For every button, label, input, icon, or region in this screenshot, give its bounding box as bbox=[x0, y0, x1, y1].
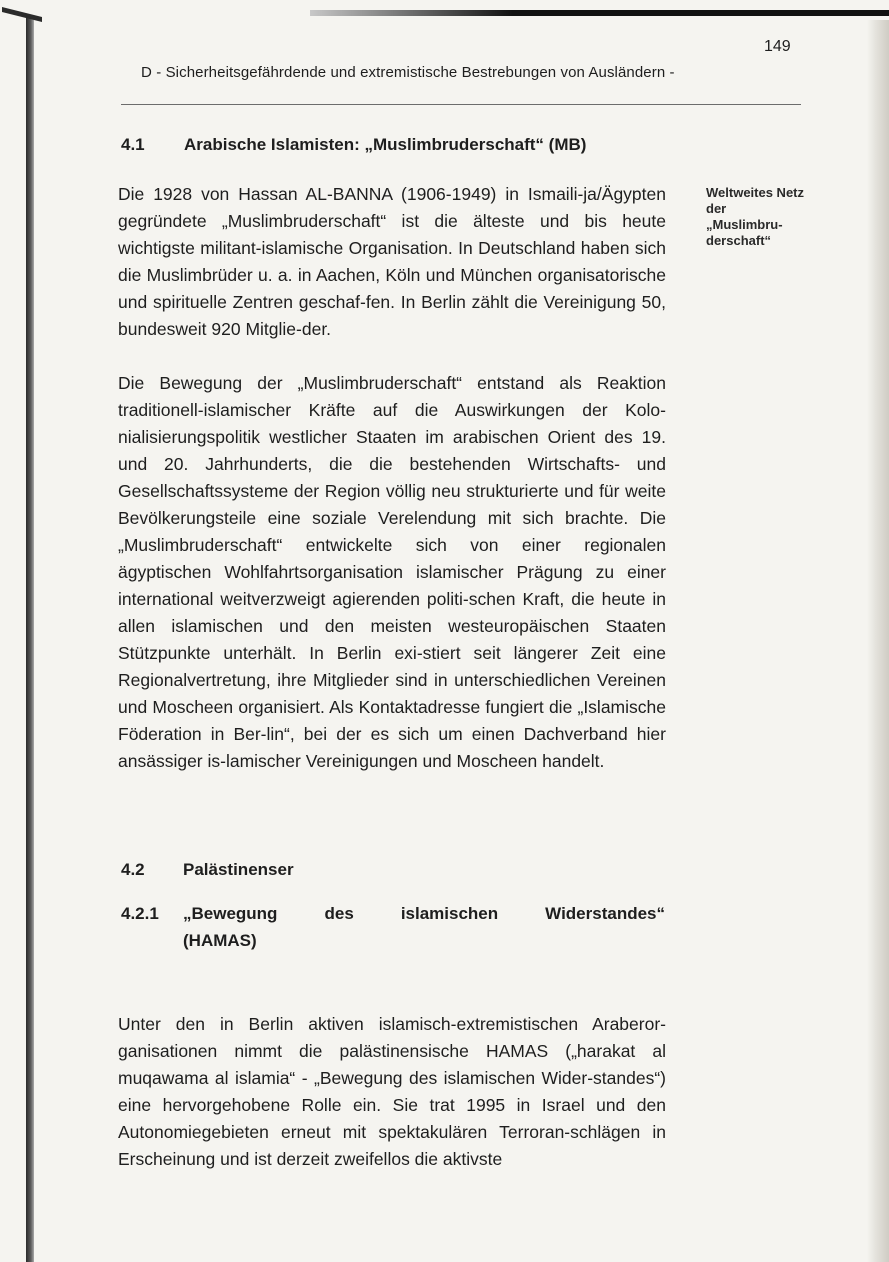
page-number: 149 bbox=[764, 38, 791, 55]
margin-note: Weltweites Netz der „Muslimbru-derschaft“ bbox=[706, 185, 805, 248]
book-spine-cap bbox=[2, 7, 42, 22]
title-word: „Bewegung bbox=[183, 904, 278, 923]
section-4-1-paragraph-2: Die Bewegung der „Muslimbruderschaft“ entstand als Reaktion traditionell-islamischer Kräfte auf die Auswirkungen der Kolo-nialisierungspolitik westlicher Staaten im arabischen Orient des 19. und 20. Jahrhunderts, die die bestehenden Wirtschafts- und Gesellschaftssysteme der Region völlig neu strukturierte und für weite Bevölkerungsteile eine soziale Verelendung mit sich brachte. Die „Muslimbruderschaft“ entwickelte sich von einer regionalen ägyptischen Wohlfahrtsorganisation islamischer Prägung zu einer international weitverzweigt agierenden politi-schen Kraft, die heute in allen islamischen und den meisten westeuropäischen Staaten Stützpunkte unterhält. In Berlin exi-stiert seit längerer Zeit eine Regionalvertretung, ihre Mitglieder sind in unterschiedlichen Vereinen und Moscheen organisiert. Als Kontaktadresse fungiert die „Islamische Föderation in Ber-lin“, bei der es sich um einen Dachverband hier ansässiger is-lamischer Vereinigungen und Moscheen handelt. bbox=[118, 373, 666, 771]
section-4-2-1-number: 4.2.1 bbox=[121, 904, 159, 923]
section-4-2-title: Palästinenser bbox=[183, 860, 294, 879]
page-edge-shadow bbox=[867, 20, 889, 1262]
title-word: des bbox=[324, 904, 354, 923]
top-edge-rule bbox=[310, 10, 889, 16]
title-word: Widerstandes“ bbox=[545, 904, 665, 923]
title-word: islamischen bbox=[400, 904, 499, 923]
section-4-1-title: Arabische Islamisten: „Muslimbruderschaft“ (MB) bbox=[184, 135, 587, 154]
section-4-1-number: 4.1 bbox=[121, 135, 145, 154]
section-4-2-1-paragraph: Unter den in Berlin aktiven islamisch-extremistischen Araberor-ganisationen nimmt die palästinensische HAMAS („harakat al muqawama al islamia“ - „Bewegung des islamischen Wider-standes“) eine hervorgehobene Rolle ein. Sie trat 1995 in Israel und den Autonomiegebieten erneut mit spektakulären Terroran-schlägen in Erscheinung und ist derzeit zweifellos die aktivste bbox=[118, 1014, 666, 1169]
book-spine-shadow bbox=[26, 18, 34, 1262]
running-head: D - Sicherheitsgefährdende und extremistische Bestrebungen von Ausländern - bbox=[141, 64, 675, 81]
section-4-2-number: 4.2 bbox=[121, 860, 145, 879]
header-divider bbox=[121, 104, 801, 105]
section-4-2-1-title bbox=[183, 904, 665, 924]
section-4-2-1-title-line-2: (HAMAS) bbox=[183, 931, 257, 950]
section-4-1-paragraph-1: Die 1928 von Hassan AL-BANNA (1906-1949) in Ismaili-ja/Ägypten gegründete „Muslimbruderschaft“ ist die älteste und bis heute wichtigste militant-islamische Organisation. In Deutschland haben sich die Muslimbrüder u. a. in Aachen, Köln und München organisatorische und spirituelle Zentren geschaf-fen. In Berlin zählt die Vereinigung 50, bundesweit 920 Mitglie-der. bbox=[118, 184, 666, 339]
